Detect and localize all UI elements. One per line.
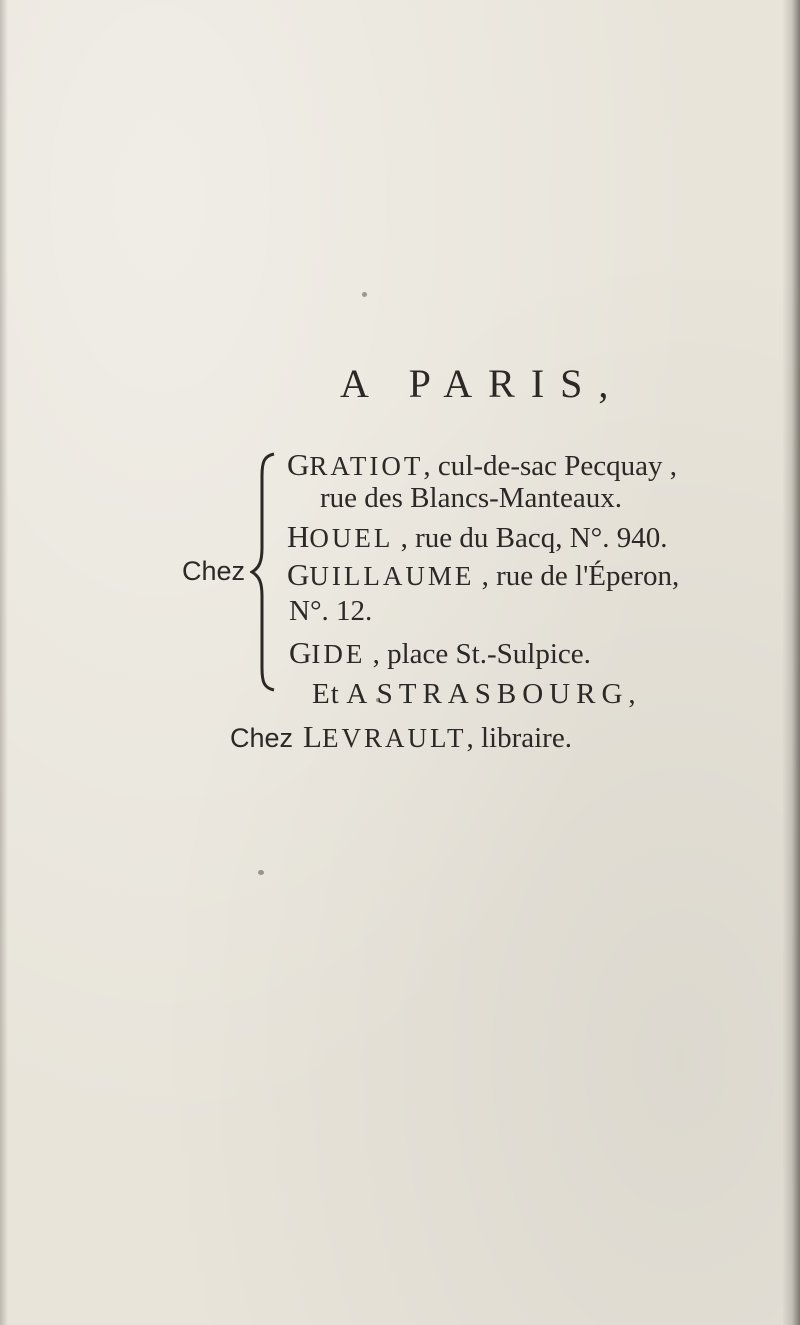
curly-brace — [250, 452, 280, 692]
paper-speck — [258, 870, 264, 875]
page-binding-edge — [782, 0, 800, 1325]
bookseller-gide: GIDE , place St.-Sulpice. — [289, 635, 591, 670]
strasbourg-line: Et A STRASBOURG, — [312, 678, 642, 710]
paper-speck — [362, 292, 367, 297]
guillaume-address-continued: N°. 12. — [289, 595, 373, 627]
chez-label: Chez — [182, 556, 246, 586]
bookseller-houel: HOUEL , rue du Bacq, N°. 940. — [287, 519, 668, 554]
bookseller-guillaume: GUILLAUME , rue de l'Éperon, — [287, 557, 680, 592]
bookseller-levrault: Chez LEVRAULT, libraire. — [230, 719, 572, 754]
bookseller-gratiot: GRATIOT, cul-de-sac Pecquay , — [287, 447, 678, 482]
gratiot-address-continued: rue des Blancs-Manteaux. — [320, 482, 622, 514]
imprint-heading: A PARIS, — [340, 361, 625, 406]
page-left-shadow — [0, 0, 8, 1325]
